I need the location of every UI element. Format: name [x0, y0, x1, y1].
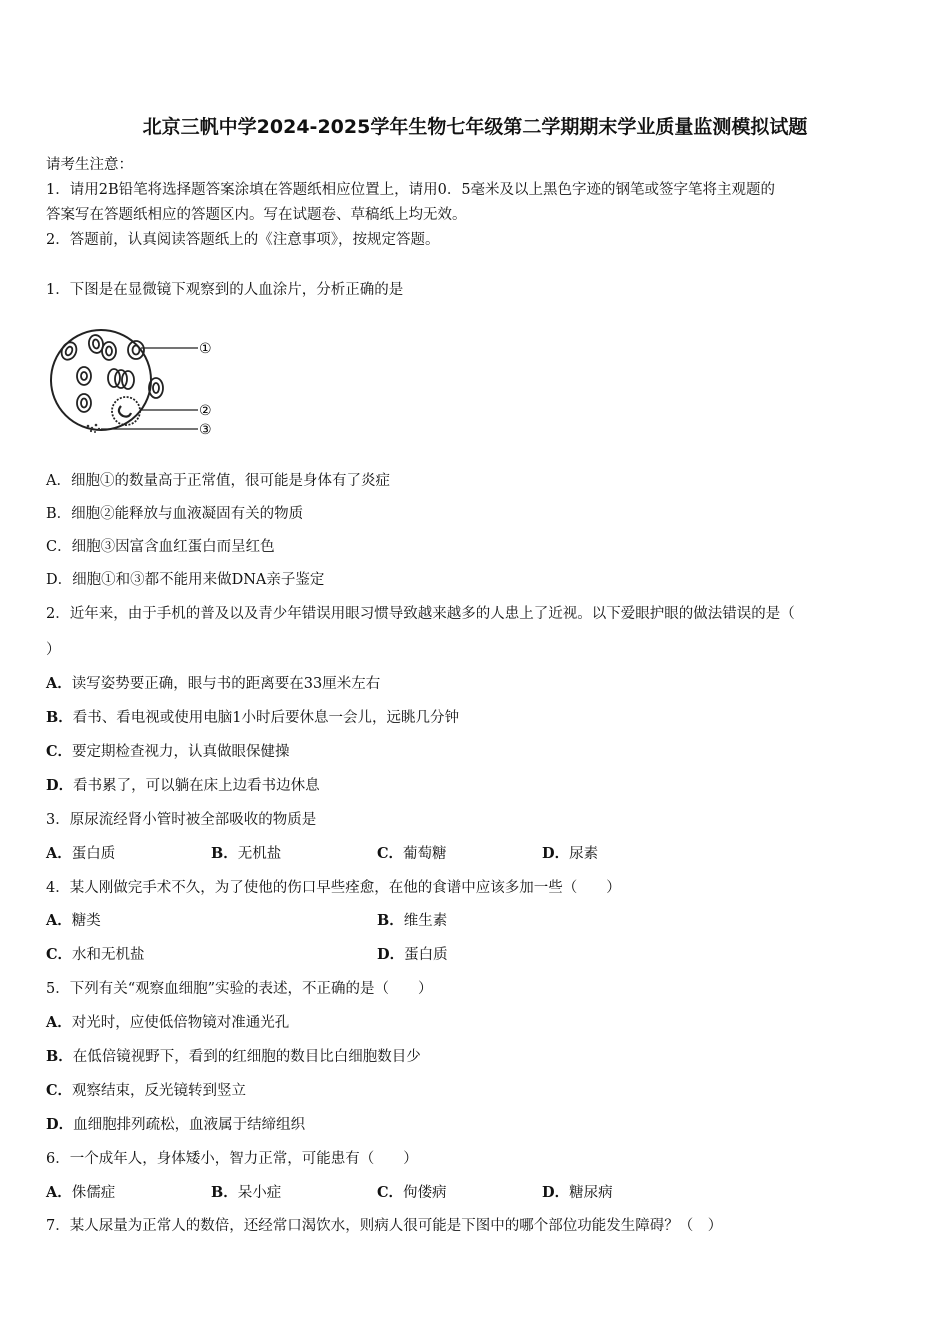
question-3-option-d: D．尿素	[542, 845, 599, 862]
question-4-option-d: D．蛋白质	[377, 946, 448, 963]
question-2-option-a: A．读写姿势要正确，眼与书的距离要在33厘米左右	[46, 675, 381, 692]
question-2-stem-cont: ）	[46, 642, 61, 658]
notice-item-1-cont: 答案写在答题纸相应的答题区内。写在试题卷、草稿纸上均无效。	[46, 207, 467, 223]
notice-item-2: 2．答题前，认真阅读答题纸上的《注意事项》，按规定答题。	[46, 232, 440, 248]
question-4-option-a: A．糖类	[46, 912, 101, 929]
question-5-option-d: D．血细胞排列疏松，血液属于结缔组织	[46, 1116, 306, 1133]
question-2-stem: 2．近年来，由于手机的普及以及青少年错误用眼习惯导致越来越多的人患上了近视。以下爱眼护眼的做法错误的是（	[46, 606, 795, 622]
question-5-option-c: C．观察结束，反光镜转到竖立	[46, 1082, 247, 1099]
figure-label-2: ②	[199, 403, 212, 419]
question-1-option-c: C．细胞③因富含血红蛋白而呈红色	[46, 539, 275, 555]
question-3-option-b: B．无机盐	[211, 845, 282, 862]
question-1-option-a: A．细胞①的数量高于正常值，很可能是身体有了炎症	[46, 473, 390, 489]
question-2-option-b: B．看书、看电视或使用电脑1小时后要休息一会儿，远眺几分钟	[46, 709, 459, 726]
question-6-stem: 6．一个成年人，身体矮小，智力正常，可能患有（ ）	[46, 1151, 418, 1167]
notice-item-1: 1．请用2B铅笔将选择题答案涂填在答题纸相应位置上，请用0．5毫米及以上黑色字迹的钢笔或签字笔将主观题的	[46, 182, 776, 198]
figure-label-1: ①	[199, 341, 212, 357]
question-5-stem: 5．下列有关“观察血细胞”实验的表述，不正确的是（ ）	[46, 981, 433, 997]
question-5-option-b: B．在低倍镜视野下，看到的红细胞的数目比白细胞数目少	[46, 1048, 421, 1065]
question-6-option-d: D．糖尿病	[542, 1184, 613, 1201]
question-6-option-b: B．呆小症	[211, 1184, 282, 1201]
question-4-option-b: B．维生素	[377, 912, 448, 929]
question-6-option-a: A．侏儒症	[46, 1184, 116, 1201]
question-3-stem: 3．原尿流经肾小管时被全部吸收的物质是	[46, 812, 317, 828]
page-title: 北京三帆中学2024-2025学年生物七年级第二学期期末学业质量监测模拟试题	[142, 116, 808, 138]
question-2-option-d: D．看书累了，可以躺在床上边看书边休息	[46, 777, 320, 794]
question-2-option-c: C．要定期检查视力，认真做眼保健操	[46, 743, 290, 760]
question-4-option-c: C．水和无机盐	[46, 946, 145, 963]
question-1-option-d: D．细胞①和③都不能用来做DNA亲子鉴定	[46, 572, 325, 588]
question-6-option-c: C．佝偻病	[377, 1184, 447, 1201]
question-3-option-a: A．蛋白质	[46, 845, 116, 862]
question-1-option-b: B．细胞②能释放与血液凝固有关的物质	[46, 506, 304, 522]
question-3-option-c: C．葡萄糖	[377, 845, 447, 862]
question-5-option-a: A．对光时，应使低倍物镜对准通光孔	[46, 1014, 290, 1031]
figure-label-3: ③	[199, 422, 212, 438]
blood-smear-figure	[46, 318, 226, 443]
question-4-stem: 4．某人刚做完手术不久，为了使他的伤口早些痊愈，在他的食谱中应该多加一些（ ）	[46, 880, 621, 896]
question-1-stem: 1．下图是在显微镜下观察到的人血涂片，分析正确的是	[46, 282, 404, 298]
notice-heading: 请考生注意：	[46, 157, 133, 173]
question-7-stem: 7．某人尿量为正常人的数倍，还经常口渴饮水，则病人很可能是下图中的哪个部位功能发生障碍？（ ）	[46, 1218, 723, 1234]
